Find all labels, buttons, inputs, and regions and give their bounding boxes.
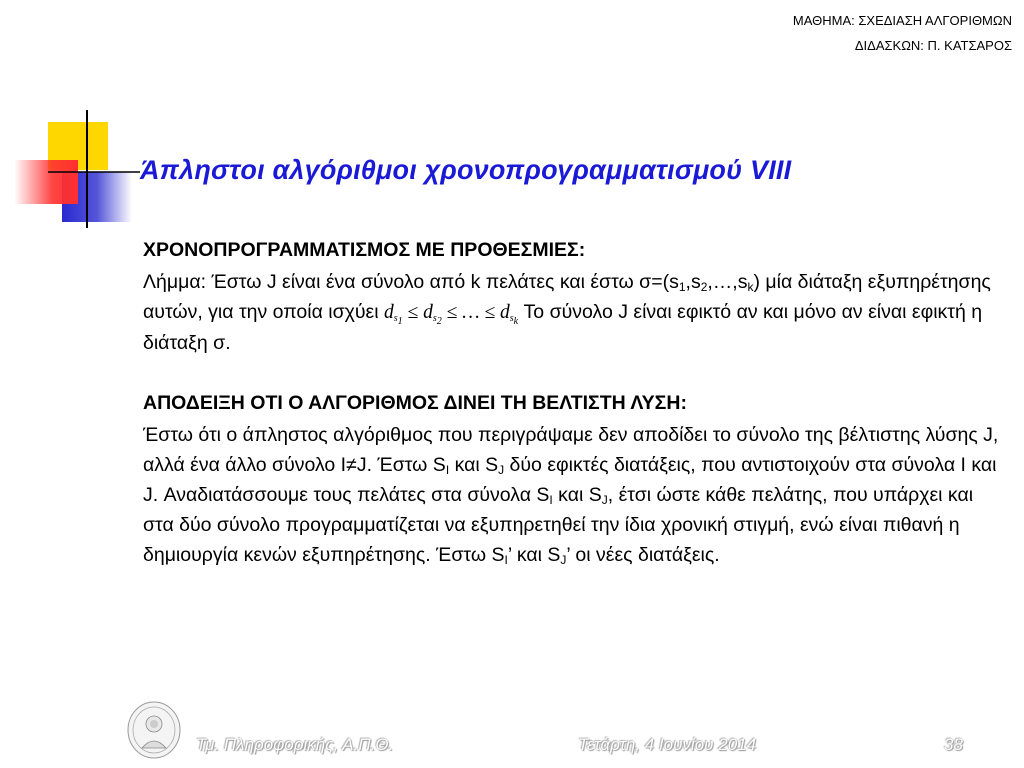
subscript: I xyxy=(445,463,450,477)
proof-text: ’ οι νέες διατάξεις. xyxy=(566,544,720,566)
proof-paragraph xyxy=(143,420,1003,570)
subscript: J xyxy=(601,493,608,507)
deadline-formula: $d_{s_1} \le d_{s_2}$ ≤ … ≤ $d_{s_k}$ xyxy=(384,302,519,327)
course-label: ΜΑΘΗΜΑ: ΣΧΕΔΙΑΣΗ ΑΛΓΟΡΙΘΜΩΝ xyxy=(792,13,1012,28)
header-info xyxy=(793,8,1012,58)
neq-symbol: ≠ xyxy=(346,454,357,476)
footer-department: Τμ. Πληροφορικής, Α.Π.Θ. xyxy=(196,735,394,754)
lemma-text: ) μία διάταξη εξυπηρέτησης αυτών, για την οποία ισχύει xyxy=(143,271,991,323)
lemma-text: ,…,s xyxy=(707,271,748,293)
instructor-label: ΔΙΔΑΣΚΩΝ: Π. ΚΑΤΣΑΡΟΣ xyxy=(854,38,1012,53)
slide-content xyxy=(143,235,1003,570)
slide-title: Άπληστοι αλγόριθμοι χρονοπρογραμματισμού VIII xyxy=(140,155,792,185)
proof-text: δύο εφικτές διατάξεις, που αντιστοιχούν στα σύνολα I και J. Αναδιατάσσουμε τους πελάτες στα σύνολα S xyxy=(143,454,997,506)
subscript: J xyxy=(498,463,505,477)
subscript: I xyxy=(504,553,508,567)
lemma-text: ,s xyxy=(685,271,701,293)
proof-text: , έτσι ώστε κάθε πελάτης, που υπάρχει και στα δύο σύνολο προγραμματίζεται να εξυπηρετηθεί την ίδια χρονική στιγμή, ενώ είναι πιθανή η δημιουργία κενών εξυπηρέτησης. Έστω S xyxy=(143,484,974,566)
subscript: J xyxy=(560,553,567,567)
subscript: I xyxy=(549,493,553,507)
footer-date: Τετάρτη, 4 Ιουνίου 2014 xyxy=(578,735,757,754)
subscript: k xyxy=(747,280,754,294)
decorative-squares xyxy=(0,0,160,240)
subscript: 1 xyxy=(678,280,686,294)
lemma-text: Λήμμα: Έστω J είναι ένα σύνολο από k πελάτες και έστω σ=(s xyxy=(143,271,679,293)
section-heading-schedule: ΧΡΟΝΟΠΡΟΓΡΑΜΜΑΤΙΣΜΟΣ ΜΕ ΠΡΟΘΕΣΜΙΕΣ: xyxy=(143,239,586,261)
lemma-text: Το σύνολο J είναι εφικτό αν και μόνο αν είναι εφικτή η διάταξη σ. xyxy=(143,301,983,354)
red-square xyxy=(14,160,78,204)
proof-text: και S xyxy=(552,484,602,506)
proof-text: και S xyxy=(449,454,499,476)
proof-text: J. Έστω S xyxy=(356,454,446,476)
footer-page-number: 38 xyxy=(944,735,963,754)
lemma-paragraph xyxy=(143,267,1003,358)
proof-text: ’ και S xyxy=(507,544,561,566)
proof-text: Έστω ότι ο άπληστος αλγόριθμος που περιγράψαμε δεν αποδίδει το σύνολο της βέλτιστης λύσης J, αλλά ένα άλλο σύνολο I xyxy=(143,424,999,476)
section-heading-proof: ΑΠΟΔΕΙΞΗ ΟΤΙ Ο ΑΛΓΟΡΙΘΜΟΣ ΔΙΝΕΙ ΤΗ ΒΕΛΤΙΣΤΗ ΛΥΣΗ: xyxy=(143,392,687,414)
university-seal-icon xyxy=(126,700,182,760)
subscript: 2 xyxy=(700,280,708,294)
